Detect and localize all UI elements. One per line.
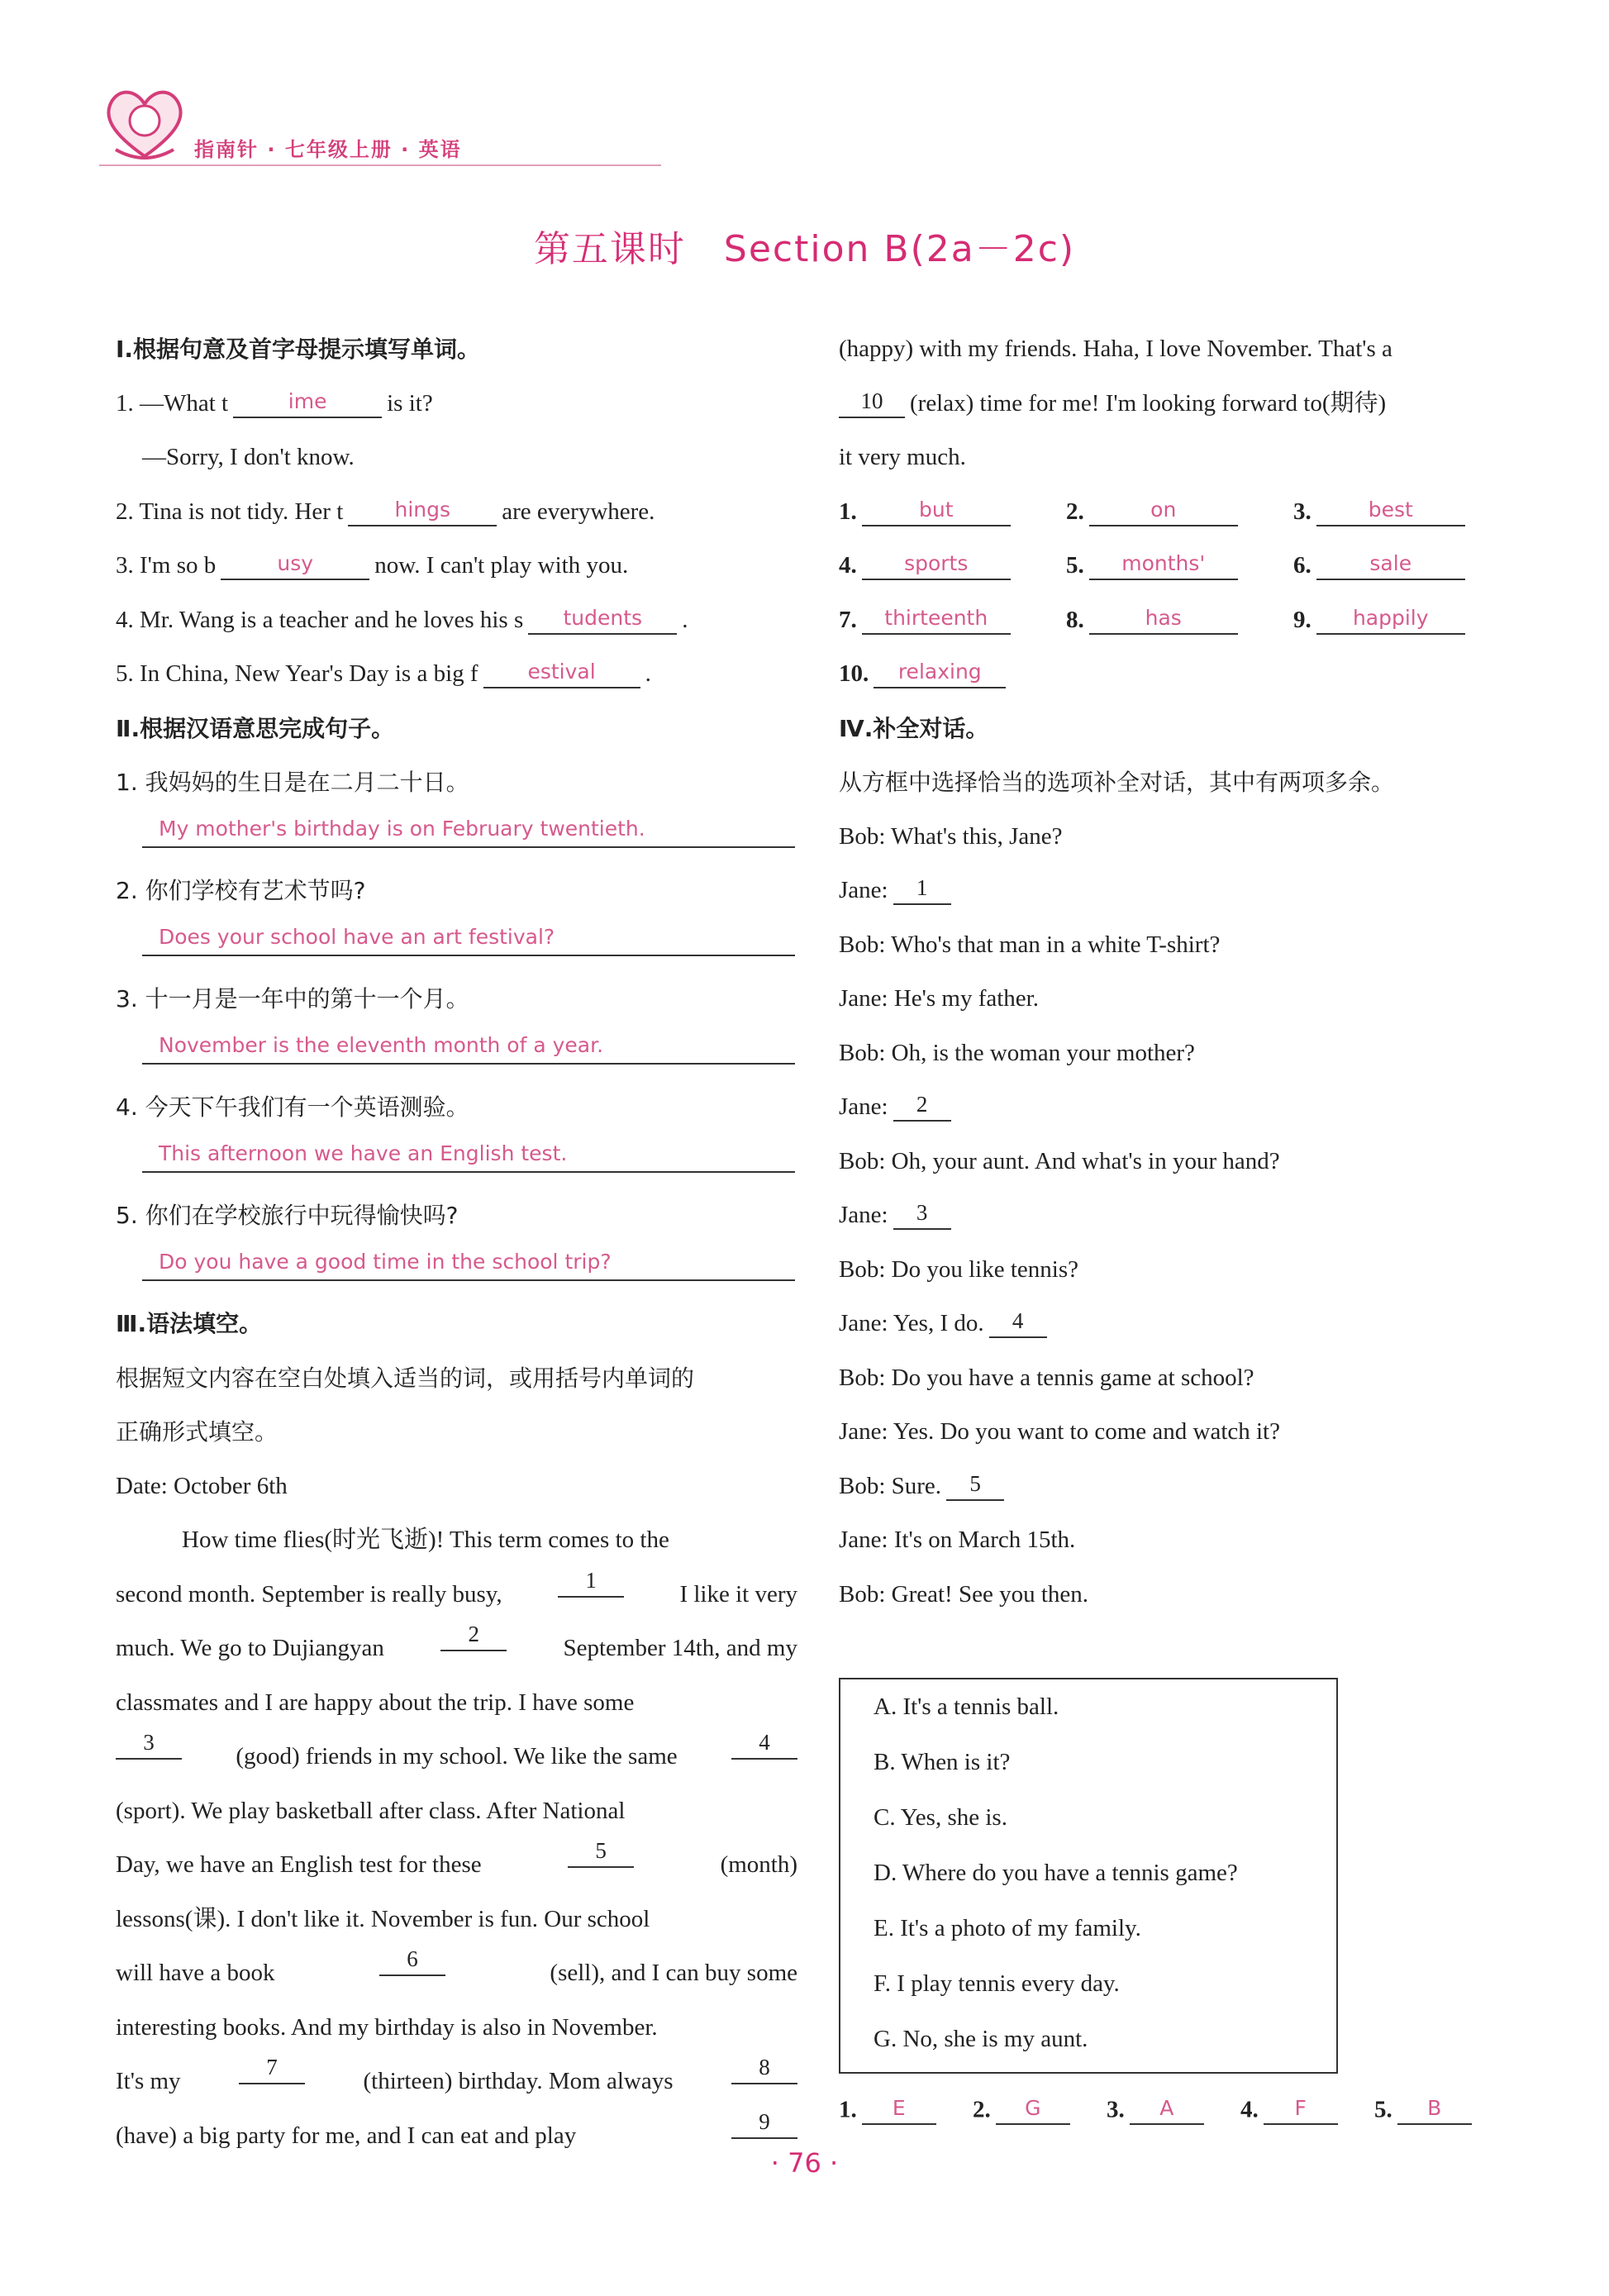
q-text: 2. Tina is not tidy. Her t bbox=[116, 498, 344, 525]
answer-blank[interactable] bbox=[996, 2092, 1070, 2125]
part3-heading: Ⅲ.语法填空。 bbox=[116, 1310, 263, 1337]
blank-6[interactable]: 6 bbox=[379, 1943, 445, 1976]
q-text: 4. Mr. Wang is a teacher and he loves his s bbox=[116, 606, 524, 633]
part2-q3: 3. 十一月是一年中的第十一个月。 bbox=[116, 985, 469, 1012]
part3-answers-row4 bbox=[839, 647, 1521, 702]
answer-blank[interactable] bbox=[1316, 602, 1465, 635]
answer-item bbox=[1066, 539, 1293, 593]
dialog-line bbox=[839, 1568, 1521, 1622]
answer-text: November is the eleventh month of a year. bbox=[159, 1032, 604, 1057]
part1-heading: Ⅰ.根据句意及首字母提示填写单词。 bbox=[116, 336, 481, 363]
dialog-text: Bob: Who's that man in a white T-shirt? bbox=[839, 931, 1221, 958]
passage-text: It's my bbox=[116, 2068, 181, 2094]
passage-text: September 14th, and my bbox=[563, 1635, 797, 1661]
passage-text: (good) friends in my school. We like the same bbox=[236, 1743, 678, 1770]
answer-num: 7. bbox=[839, 606, 857, 633]
q-text: 5. In China, New Year's Day is a big f bbox=[116, 660, 478, 687]
dialog-text: Jane: bbox=[839, 877, 888, 903]
page-number: · 76 · bbox=[770, 2147, 839, 2179]
dialog-text: Bob: Great! See you then. bbox=[839, 1580, 1089, 1608]
answer-item bbox=[1374, 2095, 1508, 2128]
part3-instr1: 根据短文内容在空白处填入适当的词，或用括号内单词的 bbox=[116, 1364, 695, 1392]
answer-blank[interactable] bbox=[874, 655, 1006, 688]
answer-num: 8. bbox=[1066, 606, 1084, 633]
answer-text: usy bbox=[277, 551, 314, 576]
part2-q5: 5. 你们在学校旅行中玩得愉快吗? bbox=[116, 1202, 459, 1229]
passage-line bbox=[839, 377, 1521, 431]
part2-a3-row bbox=[116, 1027, 797, 1081]
left-column bbox=[116, 322, 797, 2163]
answer-text: thirteenth bbox=[884, 605, 988, 630]
option-d: D. Where do you have a tennis game? bbox=[874, 1860, 1238, 1886]
passage-text: much. We go to Dujiangyan bbox=[116, 1635, 384, 1661]
answer-blank[interactable] bbox=[483, 655, 640, 688]
option-b: B. When is it? bbox=[874, 1749, 1011, 1775]
answer-blank[interactable] bbox=[862, 2092, 936, 2125]
option-e: E. It's a photo of my family. bbox=[874, 1915, 1141, 1941]
answer-text: on bbox=[1150, 497, 1177, 522]
passage-text: Day, we have an English test for these bbox=[116, 1851, 482, 1878]
part1-q1 bbox=[116, 377, 797, 431]
answer-text: G bbox=[1025, 2096, 1041, 2120]
dialog-blank-3[interactable]: 3 bbox=[893, 1197, 951, 1230]
dialog-blank-2[interactable]: 2 bbox=[893, 1088, 951, 1122]
part4-answers bbox=[839, 2095, 1508, 2128]
passage-text: (month) bbox=[720, 1851, 797, 1878]
passage-date: Date: October 6th bbox=[116, 1472, 288, 1499]
answer-text: hings bbox=[394, 497, 451, 522]
answer-item bbox=[1066, 593, 1293, 648]
blank-8[interactable]: 8 bbox=[731, 2051, 797, 2084]
answer-item bbox=[839, 539, 1066, 593]
answer-text: A bbox=[1159, 2096, 1174, 2120]
answer-item bbox=[1066, 485, 1293, 540]
answer-blank[interactable] bbox=[1130, 2092, 1204, 2125]
blank-3[interactable]: 3 bbox=[116, 1727, 182, 1760]
dialog-text: Bob: Oh, is the woman your mother? bbox=[839, 1039, 1195, 1066]
passage-text: (sell), and I can buy some bbox=[550, 1960, 797, 1986]
blank-4[interactable]: 4 bbox=[731, 1727, 797, 1760]
answer-item bbox=[1293, 593, 1521, 648]
dialog-line bbox=[839, 1351, 1521, 1406]
answer-item bbox=[839, 485, 1066, 540]
answer-blank[interactable] bbox=[221, 547, 369, 580]
blank-10[interactable]: 10 bbox=[839, 385, 905, 418]
passage-line: it very much. bbox=[839, 444, 966, 470]
answer-item bbox=[1107, 2095, 1240, 2128]
part2-a1-row bbox=[116, 810, 797, 865]
answer-blank[interactable] bbox=[862, 493, 1011, 526]
header-divider bbox=[99, 164, 661, 166]
part1-q2 bbox=[116, 485, 797, 540]
answer-blank[interactable] bbox=[1316, 493, 1465, 526]
answer-line[interactable] bbox=[142, 918, 795, 956]
dialog-line bbox=[839, 1027, 1521, 1081]
answer-text: has bbox=[1145, 605, 1182, 630]
answer-text: best bbox=[1368, 497, 1413, 522]
part1-q4 bbox=[116, 593, 797, 648]
answer-item bbox=[1240, 2095, 1374, 2128]
answer-num: 5. bbox=[1374, 2096, 1392, 2123]
dialog-text: Jane: bbox=[839, 1093, 888, 1120]
dialog-line bbox=[839, 1080, 1521, 1135]
passage-text: I like it very bbox=[679, 1580, 797, 1608]
answer-blank[interactable] bbox=[1397, 2092, 1472, 2125]
dialog-text: Jane: He's my father. bbox=[839, 985, 1039, 1012]
answer-num: 6. bbox=[1293, 552, 1311, 579]
options-box bbox=[839, 1678, 1338, 2074]
part3-answers-row1 bbox=[839, 485, 1521, 540]
answer-text: but bbox=[918, 497, 954, 522]
part4-heading: Ⅳ.补全对话。 bbox=[839, 714, 989, 742]
answer-item bbox=[839, 593, 1066, 648]
answer-blank[interactable] bbox=[862, 547, 1011, 580]
answer-blank[interactable] bbox=[862, 602, 1011, 635]
brand-text: 指南针 · 七年级上册 · 英语 bbox=[194, 138, 462, 161]
right-column bbox=[839, 322, 1521, 1622]
part2-a4-row bbox=[116, 1135, 797, 1189]
passage-line: How time flies(时光飞逝)! This term comes to the bbox=[182, 1527, 669, 1553]
dialog-text: Bob: What's this, Jane? bbox=[839, 822, 1063, 850]
passage-line: (happy) with my friends. Haha, I love November. That's a bbox=[839, 336, 1392, 362]
answer-text: sale bbox=[1369, 551, 1412, 576]
answer-blank[interactable] bbox=[1316, 547, 1465, 580]
passage-text: will have a book bbox=[116, 1960, 275, 1986]
dialog-blank-4[interactable]: 4 bbox=[989, 1305, 1047, 1338]
answer-line[interactable] bbox=[142, 1243, 795, 1281]
q-text: . bbox=[645, 660, 651, 687]
heart-logo-icon bbox=[99, 83, 190, 166]
answer-num: 4. bbox=[839, 552, 857, 579]
part2-q2: 2. 你们学校有艺术节吗? bbox=[116, 877, 366, 904]
blank-1[interactable]: 1 bbox=[558, 1565, 624, 1598]
answer-text: months' bbox=[1121, 551, 1206, 576]
dialog-line bbox=[839, 972, 1521, 1027]
answer-num: 2. bbox=[1066, 498, 1084, 525]
part4-instr: 从方框中选择恰当的选项补全对话，其中有两项多余。 bbox=[839, 769, 1395, 796]
answer-blank[interactable] bbox=[528, 602, 677, 635]
passage-text: (thirteen) birthday. Mom always bbox=[363, 2068, 674, 2094]
answer-num: 9. bbox=[1293, 606, 1311, 633]
answer-num: 2. bbox=[973, 2096, 991, 2123]
dialog-text: Bob: Do you have a tennis game at school? bbox=[839, 1364, 1254, 1391]
blank-9[interactable]: 9 bbox=[731, 2106, 797, 2139]
passage-line: interesting books. And my birthday is also in November. bbox=[116, 2013, 658, 2041]
part3-answers-row3 bbox=[839, 593, 1521, 648]
dialog-line bbox=[839, 1405, 1521, 1460]
passage-text: (have) a big party for me, and I can eat and play bbox=[116, 2122, 577, 2149]
dialog-line bbox=[839, 864, 1521, 918]
q-text: 3. I'm so b bbox=[116, 552, 217, 579]
dialog-text: Jane: bbox=[839, 1202, 888, 1228]
dialog-line bbox=[839, 918, 1521, 973]
answer-text: estival bbox=[527, 660, 596, 684]
part1-q5 bbox=[116, 647, 797, 702]
dialog-line bbox=[839, 1243, 1521, 1298]
answer-num: 10. bbox=[839, 660, 869, 687]
blank-5[interactable]: 5 bbox=[568, 1835, 634, 1868]
answer-item bbox=[1293, 539, 1521, 593]
answer-text: This afternoon we have an English test. bbox=[159, 1141, 568, 1165]
dialog-text: Jane: Yes. Do you want to come and watch it? bbox=[839, 1418, 1280, 1445]
answer-line[interactable] bbox=[142, 810, 795, 848]
dialog-line bbox=[839, 1460, 1521, 1514]
part3-answers-row2 bbox=[839, 539, 1521, 593]
answer-num: 1. bbox=[839, 2096, 857, 2123]
answer-blank[interactable] bbox=[1089, 602, 1238, 635]
answer-text: tudents bbox=[563, 605, 643, 630]
answer-text: sports bbox=[904, 551, 969, 576]
option-f: F. I play tennis every day. bbox=[874, 1970, 1120, 1997]
answer-line[interactable] bbox=[142, 1027, 795, 1065]
passage-line bbox=[116, 1568, 797, 1622]
answer-text: Does your school have an art festival? bbox=[159, 924, 555, 949]
answer-text: relaxing bbox=[897, 660, 982, 684]
passage-line bbox=[116, 2055, 797, 2109]
dialog-line bbox=[839, 1188, 1521, 1243]
answer-item bbox=[1293, 485, 1521, 540]
dialog-text: Jane: Yes, I do. bbox=[839, 1310, 984, 1336]
answer-num: 3. bbox=[1107, 2096, 1125, 2123]
page-title: 第五课时 Section B(2a－2c) bbox=[533, 228, 1076, 270]
page-header bbox=[99, 79, 661, 169]
passage-line bbox=[116, 1838, 797, 1893]
passage-line: (sport). We play basketball after class. After National bbox=[116, 1797, 626, 1824]
q-text: is it? bbox=[387, 389, 433, 417]
part2-heading: Ⅱ.根据汉语意思完成句子。 bbox=[116, 714, 395, 742]
answer-text: My mother's birthday is on February twentieth. bbox=[159, 816, 645, 841]
answer-line[interactable] bbox=[142, 1135, 795, 1173]
answer-blank[interactable] bbox=[1089, 493, 1238, 526]
answer-item bbox=[839, 647, 1078, 702]
dialog-line bbox=[839, 1135, 1521, 1189]
answer-blank[interactable] bbox=[1089, 547, 1238, 580]
dialog-text: Jane: It's on March 15th. bbox=[839, 1527, 1076, 1553]
answer-num: 1. bbox=[839, 498, 857, 525]
passage-line: classmates and I are happy about the trip. I have some bbox=[116, 1689, 635, 1716]
answer-num: 5. bbox=[1066, 552, 1084, 579]
answer-text: B bbox=[1427, 2096, 1442, 2120]
answer-num: 3. bbox=[1293, 498, 1311, 525]
part2-q1: 1. 我妈妈的生日是在二月二十日。 bbox=[116, 769, 469, 796]
passage-line: lessons(课). I don't like it. November is fun. Our school bbox=[116, 1905, 650, 1932]
answer-text: F bbox=[1294, 2096, 1307, 2120]
answer-text: ime bbox=[288, 388, 327, 413]
option-a: A. It's a tennis ball. bbox=[874, 1693, 1059, 1720]
option-g: G. No, she is my aunt. bbox=[874, 2026, 1088, 2052]
dialog-text: Bob: Sure. bbox=[839, 1472, 942, 1499]
passage-text: (relax) time for me! I'm looking forward to(期待) bbox=[910, 389, 1387, 417]
dialog-blank-5[interactable]: 5 bbox=[946, 1468, 1004, 1501]
answer-blank[interactable] bbox=[348, 493, 497, 526]
option-c: C. Yes, she is. bbox=[874, 1804, 1007, 1831]
answer-text: E bbox=[892, 2096, 906, 2120]
dialog-line bbox=[839, 810, 1521, 865]
part2-q4: 4. 今天下午我们有一个英语测验。 bbox=[116, 1093, 469, 1121]
passage-line bbox=[116, 1946, 797, 2001]
q-text: 1. —What t bbox=[116, 389, 229, 417]
passage-text: second month. September is really busy, bbox=[116, 1580, 502, 1608]
dialog-blank-1[interactable]: 1 bbox=[893, 872, 951, 905]
part3-instr2: 正确形式填空。 bbox=[116, 1418, 278, 1446]
answer-item bbox=[973, 2095, 1107, 2128]
part1-q3 bbox=[116, 539, 797, 593]
dialog-line bbox=[839, 1513, 1521, 1568]
part1-q1b: —Sorry, I don't know. bbox=[142, 444, 355, 470]
answer-text: happily bbox=[1352, 605, 1429, 630]
part2-a2-row bbox=[116, 918, 797, 973]
q-text: now. I can't play with you. bbox=[374, 552, 629, 579]
dialog-line bbox=[839, 1297, 1521, 1351]
passage-line bbox=[116, 1622, 797, 1676]
dialog-text: Bob: Oh, your aunt. And what's in your hand? bbox=[839, 1147, 1280, 1174]
dialog-text: Bob: Do you like tennis? bbox=[839, 1255, 1078, 1283]
answer-num: 4. bbox=[1240, 2096, 1259, 2123]
passage-line bbox=[116, 1730, 797, 1784]
q-text: are everywhere. bbox=[502, 498, 655, 525]
part2-a5-row bbox=[116, 1243, 797, 1298]
blank-7[interactable]: 7 bbox=[239, 2051, 305, 2084]
answer-item bbox=[839, 2095, 973, 2128]
answer-blank[interactable] bbox=[233, 385, 382, 418]
answer-text: Do you have a good time in the school trip? bbox=[159, 1249, 612, 1274]
answer-blank[interactable] bbox=[1264, 2092, 1338, 2125]
blank-2[interactable]: 2 bbox=[440, 1618, 507, 1651]
q-text: . bbox=[682, 606, 688, 633]
